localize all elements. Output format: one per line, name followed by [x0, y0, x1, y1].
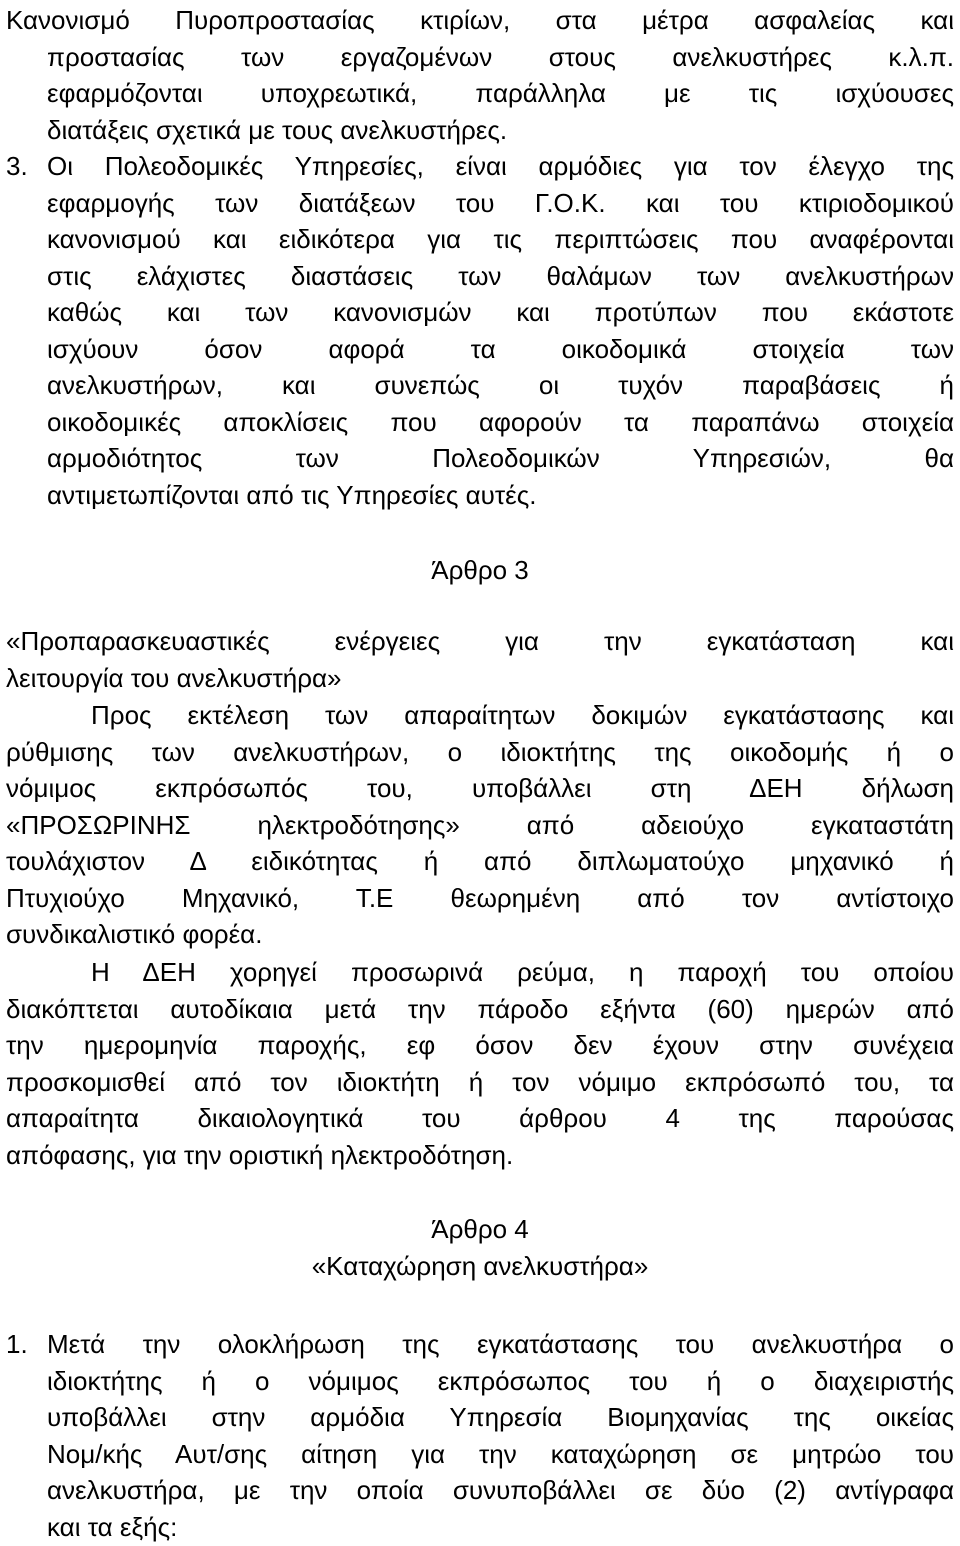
article-4-item-1: [6, 1326, 954, 1545]
text-line: στις ελάχιστες διαστάσεις των θαλάμων των ανελκυστήρων: [47, 260, 954, 291]
article-4-heading: [0, 1211, 960, 1284]
text-line: Προς εκτέλεση των απαραίτητων δοκιμών εγκατάστασης και: [91, 700, 954, 730]
article-title: «Καταχώρηση ανελκυστήρα»: [311, 1250, 649, 1281]
article-3-paragraph-1: [6, 697, 954, 953]
text-line: ισχύουν όσον αφορά τα οικοδομικά στοιχεία των: [47, 333, 954, 364]
text-line: Κανονισμό Πυροπροστασίας κτιρίων, στα μέτρα ασφαλείας και: [6, 5, 954, 35]
item-3-paragraph: [6, 148, 954, 513]
text-line: Οι Πολεοδομικές Υπηρεσίες, είναι αρμόδιες για τον έλεγχο της: [47, 151, 954, 181]
text-line: συνδικαλιστικό φορέα.: [6, 919, 263, 949]
article-heading: Άρθρο 4: [431, 1214, 529, 1244]
text-line: Μετά την ολοκλήρωση της εγκατάστασης του ανελκυστήρα ο: [47, 1329, 954, 1359]
text-line: αρμοδιότητος των Πολεοδομικών Υπηρεσιών, θα: [47, 443, 954, 473]
text-line: υποβάλλει στην αρμόδια Υπηρεσία Βιομηχανίας της οικείας: [47, 1402, 954, 1432]
text-line: νόμιμος εκπρόσωπός του, υποβάλλει στη ΔΕΗ δήλωση: [6, 773, 954, 803]
text-line: την ημερομηνία παροχής, εφ όσον δεν έχουν στην συνέχεια: [6, 1030, 954, 1060]
text-line: αντιμετωπίζονται από τις Υπηρεσίες αυτές.: [47, 479, 537, 510]
text-line: κανονισμού και ειδικότερα για τις περιπτώσεις που αναφέρονται: [47, 224, 954, 254]
text-line: διακόπτεται αυτοδίκαια μετά την πάροδο εξήντα (60) ημερών από: [6, 993, 954, 1024]
article-heading: Άρθρο 3: [431, 555, 529, 585]
text-line: καθώς και των κανονισμών και προτύπων που εκάστοτε: [47, 297, 954, 327]
article-3-title: [6, 623, 954, 696]
text-line: Η ΔΕΗ χορηγεί προσωρινά ρεύμα, η παροχή του οποίου: [91, 957, 954, 987]
text-line: Πτυχιούχο Μηχανικό, Τ.Ε θεωρημένη από τον αντίστοιχο: [6, 882, 954, 913]
text-line: ρύθμισης των ανελκυστήρων, ο ιδιοκτήτης της οικοδομής ή ο: [6, 736, 954, 767]
text-line: οικοδομικές αποκλίσεις που αφορούν τα παραπάνω στοιχεία: [47, 406, 954, 437]
continuation-paragraph: [6, 2, 954, 148]
text-line: ανελκυστήρων, και συνεπώς οι τυχόν παραβάσεις ή: [47, 370, 954, 400]
item-number: 1.: [6, 1329, 28, 1359]
text-line: «Προπαρασκευαστικές ενέργειες για την εγκατάσταση και: [6, 626, 954, 656]
text-line: λειτουργία του ανελκυστήρα»: [6, 662, 342, 693]
text-line: διατάξεις σχετικά με τους ανελκυστήρες.: [47, 114, 508, 145]
article-3-paragraph-2: [6, 954, 954, 1173]
text-line: τουλάχιστον Δ ειδικότητας ή από διπλωματούχο μηχανικό ή: [6, 846, 954, 876]
text-line: προστασίας των εργαζομένων στους ανελκυστήρες κ.λ.π.: [47, 41, 954, 72]
text-line: ανελκυστήρα, με την οποία συνυποβάλλει σε δύο (2) αντίγραφα: [47, 1475, 954, 1505]
text-line: «ΠΡΟΣΩΡΙΝΗΣ ηλεκτροδότησης» από αδειούχο εγκαταστάτη: [6, 809, 954, 840]
text-line: προσκομισθεί από τον ιδιοκτήτη ή τον νόμιμο εκπρόσωπό του, τα: [6, 1066, 954, 1097]
text-line: εφαρμογής των διατάξεων του Γ.Ο.Κ. και του κτιριοδομικού: [47, 187, 954, 218]
text-line: απαραίτητα δικαιολογητικά του άρθρου 4 της παρούσας: [6, 1103, 954, 1133]
text-line: απόφασης, για την οριστική ηλεκτροδότηση.: [6, 1139, 514, 1170]
text-line: και τα εξής:: [47, 1511, 178, 1542]
text-line: Νομ/κής Αυτ/σης αίτηση για την καταχώρηση σε μητρώο του: [47, 1438, 954, 1469]
item-number: 3.: [6, 151, 28, 181]
text-line: ιδιοκτήτης ή ο νόμιμος εκπρόσωπος του ή ο διαχειριστής: [47, 1365, 954, 1396]
article-3-heading: [0, 552, 960, 589]
text-line: εφαρμόζονται υποχρεωτικά, παράλληλα με τις ισχύουσες: [47, 78, 954, 108]
